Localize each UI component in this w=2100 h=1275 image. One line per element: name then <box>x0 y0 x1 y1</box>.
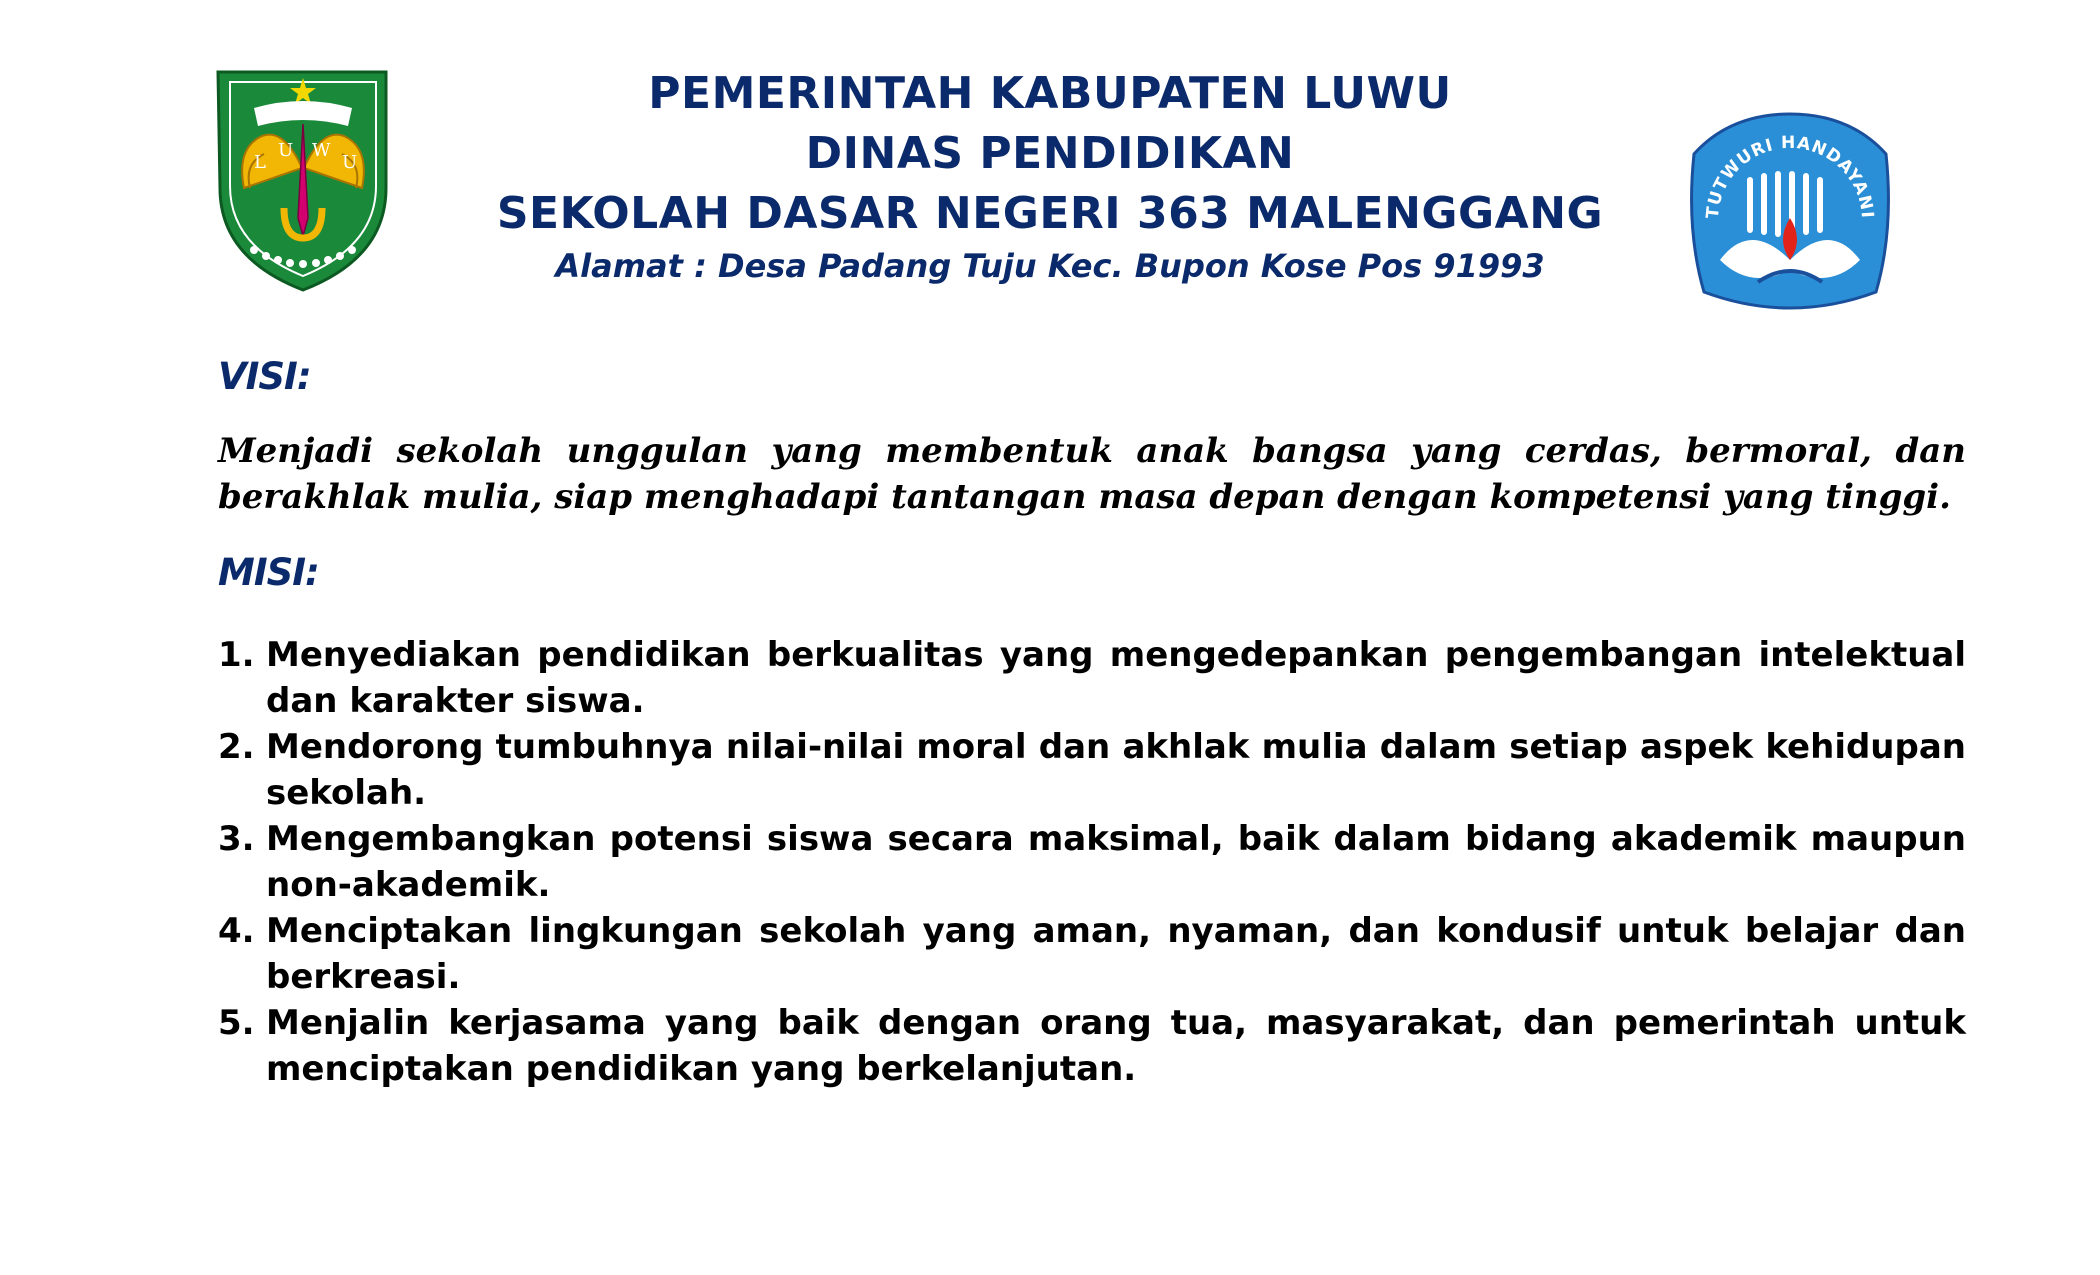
luwu-emblem-letter-w: W <box>312 140 331 161</box>
misi-list <box>218 632 1966 1092</box>
luwu-regency-emblem-icon <box>214 68 392 294</box>
misi-item-4 <box>218 908 1966 1000</box>
misi-text: Menciptakan lingkungan sekolah yang aman, nyaman, dan kondusif untuk belajar dan berkreasi. <box>266 911 1966 997</box>
content <box>218 352 1966 1092</box>
government-name: PEMERINTAH KABUPATEN LUWU <box>648 68 1452 119</box>
misi-item-5 <box>218 1000 1966 1092</box>
misi-number: 3. <box>218 819 255 859</box>
misi-number: 5. <box>218 1003 255 1043</box>
agency-name: DINAS PENDIDIKAN <box>805 128 1295 179</box>
misi-text: Mendorong tumbuhnya nilai-nilai moral dan akhlak mulia dalam setiap aspek kehidupan sekolah. <box>266 727 1966 813</box>
misi-heading: MISI: <box>218 551 319 594</box>
tut-wuri-handayani-emblem-icon <box>1680 110 1900 318</box>
misi-number: 1. <box>218 635 255 675</box>
school-address: Alamat : Desa Padang Tuju Kec. Bupon Kose Pos 91993 <box>555 247 1545 285</box>
misi-text: Menjalin kerjasama yang baik dengan orang tua, masyarakat, dan pemerintah untuk menciptakan pendidikan yang berkelanjutan. <box>266 1003 1966 1089</box>
visi-heading: VISI: <box>218 355 311 398</box>
luwu-emblem-letter-l: L <box>254 152 266 173</box>
misi-item-2 <box>218 724 1966 816</box>
misi-text: Menyediakan pendidikan berkualitas yang mengedepankan pengembangan intelektual dan karakter siswa. <box>266 635 1966 721</box>
letterhead <box>440 64 1660 288</box>
misi-number: 2. <box>218 727 255 767</box>
visi-text: Menjadi sekolah unggulan yang membentuk anak bangsa yang cerdas, bermoral, dan berakhlak mulia, siap menghadapi tantangan masa depan dengan kompetensi yang tinggi. <box>218 431 1966 517</box>
misi-text: Mengembangkan potensi siswa secara maksimal, baik dalam bidang akademik maupun non-akademik. <box>266 819 1966 905</box>
tut-wuri-handayani-text: TUTWURI HANDAYANI <box>1702 132 1878 220</box>
misi-item-1 <box>218 632 1966 724</box>
luwu-emblem-letter-u: U <box>278 140 294 161</box>
school-name: SEKOLAH DASAR NEGERI 363 MALENGGANG <box>496 188 1604 239</box>
misi-item-3 <box>218 816 1966 908</box>
luwu-emblem-letter-u2: U <box>342 152 358 173</box>
misi-number: 4. <box>218 911 255 951</box>
